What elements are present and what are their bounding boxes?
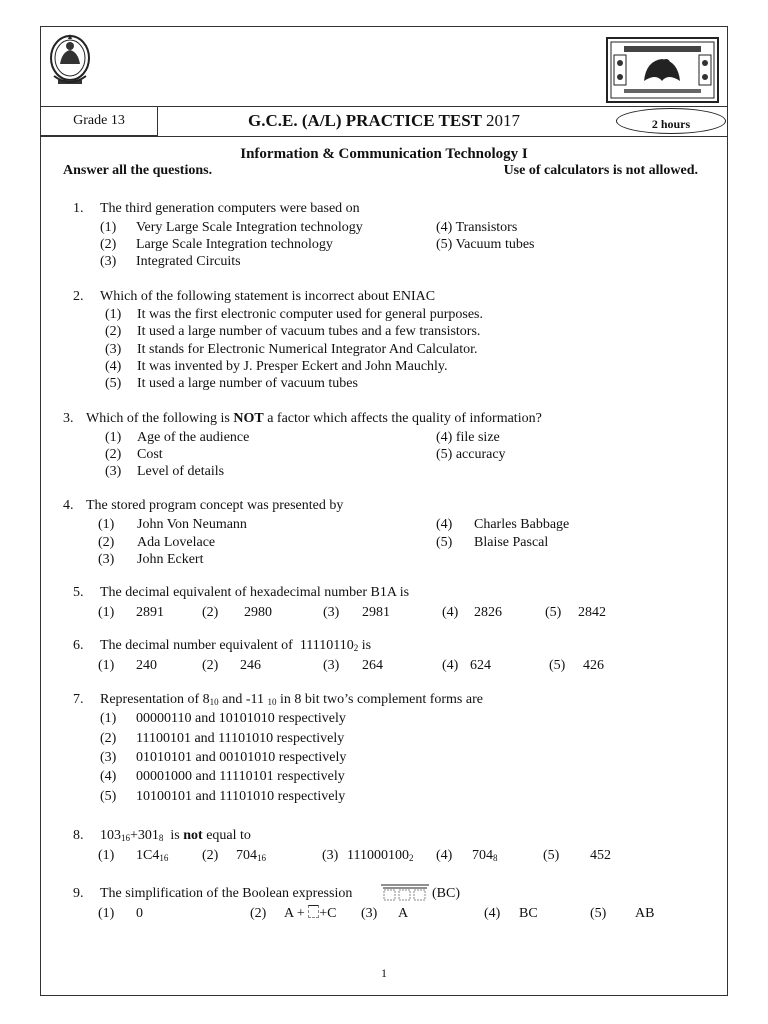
q9-number: 9. <box>73 886 84 901</box>
q7-opt1-text: 00000110 and 10101010 respectively <box>136 711 346 726</box>
q7-opt1-num: (1) <box>100 711 117 726</box>
q5-text: The decimal equivalent of hexadecimal number B1A is <box>100 585 410 600</box>
boolean-expression-glyphs <box>381 884 429 902</box>
q6-number: 6. <box>73 638 84 653</box>
title-main: G.C.E. (A/L) PRACTICE TEST <box>248 111 482 130</box>
q9-opt1-text: 0 <box>136 906 143 921</box>
q5-opt5-num: (5) <box>545 605 562 620</box>
q4-opt3-num: (3) <box>98 552 115 567</box>
instruction-calculators: Use of calculators is not allowed. <box>503 163 698 178</box>
instruction-answer-all: Answer all the questions. <box>63 163 213 178</box>
q7-text: Representation of $8_{10}$ and -11 $_{10}$ in 8 bit two’s complement forms are <box>100 692 483 707</box>
q2-opt4-num: (4) <box>105 359 122 374</box>
q1-opt2-num: (2) <box>100 237 117 252</box>
q5-opt4-num: (4) <box>442 605 459 620</box>
q5-opt2-num: (2) <box>202 605 219 620</box>
q6-opt3-num: (3) <box>323 658 340 673</box>
q9-opt3-text: A <box>398 906 409 921</box>
grade-label: Grade 13 <box>73 113 125 128</box>
q4-number: 4. <box>63 498 74 513</box>
q7-opt5-num: (5) <box>100 789 117 804</box>
q1-opt5: (5) Vacuum tubes <box>436 237 535 252</box>
missing-glyph-box <box>308 905 319 918</box>
q2-opt3-num: (3) <box>105 342 122 357</box>
duration-label: 2 hours <box>651 117 691 131</box>
q7-opt4-text: 00001000 and 11110101 respectively <box>136 769 345 784</box>
q8-opt2-text: $704_{16}$ <box>236 848 266 863</box>
q5-opt1-text: 2891 <box>136 605 164 620</box>
q1-opt1-text: Very Large Scale Integration technology <box>136 220 363 235</box>
q2-opt2-num: (2) <box>105 324 122 339</box>
q4-opt2-num: (2) <box>98 535 115 550</box>
q2-opt2-text: It used a large number of vacuum tubes and a few transistors. <box>137 324 481 339</box>
q9-opt2-num: (2) <box>250 906 267 921</box>
q7-opt4-num: (4) <box>100 769 117 784</box>
q1-text: The third generation computers were based on <box>100 201 360 216</box>
q6-opt1-text: 240 <box>136 658 157 673</box>
q6-opt4-num: (4) <box>442 658 459 673</box>
duration-badge <box>616 108 726 134</box>
q4-opt1-num: (1) <box>98 517 115 532</box>
q9-opt1-num: (1) <box>98 906 115 921</box>
q6-opt3-text: 264 <box>362 658 383 673</box>
q6-text: The decimal number equivalent of $11110110_2$ is <box>100 638 372 653</box>
q8-opt1-text: $1C4_{16}$ <box>136 848 169 863</box>
q7-opt2-text: 11100101 and 11101010 respectively <box>136 731 345 746</box>
q7-opt3-num: (3) <box>100 750 117 765</box>
q6-opt2-text: 246 <box>240 658 261 673</box>
q2-opt1-num: (1) <box>105 307 122 322</box>
q9-opt4-text: BC <box>519 906 538 921</box>
q1-opt2-text: Large Scale Integration technology <box>136 237 333 252</box>
page-number: 1 <box>381 966 387 980</box>
q3-number: 3. <box>63 411 74 426</box>
q4-opt3-text: John Eckert <box>137 552 204 567</box>
q3-text: Which of the following is NOT a factor which affects the quality of information? <box>86 411 542 426</box>
q6-opt4-text: 624 <box>470 658 491 673</box>
q9-opt5-text: AB <box>635 906 655 921</box>
q3-opt3-num: (3) <box>105 464 122 479</box>
q4-opt2-text: Ada Lovelace <box>137 535 216 550</box>
q3-opt3-text: Level of details <box>137 464 225 479</box>
q1-opt1-num: (1) <box>100 220 117 235</box>
q7-number: 7. <box>73 692 84 707</box>
q8-opt4-num: (4) <box>436 848 453 863</box>
q8-opt5-num: (5) <box>543 848 560 863</box>
q9-opt4-num: (4) <box>484 906 501 921</box>
q6-opt1-num: (1) <box>98 658 115 673</box>
q2-opt1-text: It was the first electronic computer used for general purposes. <box>137 307 483 322</box>
q3-opt5: (5) accuracy <box>436 447 506 462</box>
q3-opt1-text: Age of the audience <box>137 430 250 445</box>
q7-opt3-text: 01010101 and 00101010 respectively <box>136 750 347 765</box>
header-divider-bottom <box>40 136 728 137</box>
q9-opt2-text: A + +C <box>284 906 337 921</box>
q5-opt4-text: 2826 <box>474 605 502 620</box>
q5-opt3-text: 2981 <box>362 605 390 620</box>
q2-opt4-text: It was invented by J. Presper Eckert and John Mauchly. <box>137 359 448 374</box>
q6-opt5-text: 426 <box>583 658 604 673</box>
q6-opt5-num: (5) <box>549 658 566 673</box>
q8-opt3-num: (3) <box>322 848 339 863</box>
title-year: 2017 <box>485 111 520 130</box>
state-emblem-logo <box>48 30 92 92</box>
subject-title: Information & Communication Technology I <box>240 146 528 162</box>
q5-opt1-num: (1) <box>98 605 115 620</box>
q1-opt3-num: (3) <box>100 254 117 269</box>
q4-opt5-num: (5) <box>436 535 453 550</box>
q4-text: The stored program concept was presented by <box>86 498 344 513</box>
q5-opt5-text: 2842 <box>578 605 606 620</box>
q4-opt4-num: (4) <box>436 517 453 532</box>
q5-opt2-text: 2980 <box>244 605 272 620</box>
q4-opt1-text: John Von Neumann <box>137 517 247 532</box>
q8-text: $103_{16}+301_8$ is not equal to <box>100 828 251 843</box>
q9-text: The simplification of the Boolean expression <box>100 886 353 901</box>
q6-opt2-num: (2) <box>202 658 219 673</box>
q5-opt3-num: (3) <box>323 605 340 620</box>
q7-opt5-text: 10100101 and 11101010 respectively <box>136 789 346 804</box>
q3-opt1-num: (1) <box>105 430 122 445</box>
q1-opt4: (4) Transistors <box>436 220 518 235</box>
q2-opt5-num: (5) <box>105 376 122 391</box>
q1-number: 1. <box>73 201 84 216</box>
q4-opt5-text: Blaise Pascal <box>474 535 549 550</box>
q8-opt4-text: $704_8$ <box>472 848 498 863</box>
q8-number: 8. <box>73 828 84 843</box>
q9-opt3-num: (3) <box>361 906 378 921</box>
q2-opt3-text: It stands for Electronic Numerical Integrator And Calculator. <box>137 342 478 357</box>
q5-number: 5. <box>73 585 84 600</box>
q8-opt3-text: $111000100_2$ <box>347 848 414 863</box>
q9-expr-tail: (BC) <box>432 886 460 901</box>
q3-opt2-text: Cost <box>137 447 163 462</box>
q4-opt4-text: Charles Babbage <box>474 517 570 532</box>
q8-opt5-text: 452 <box>590 848 611 863</box>
q9-opt5-num: (5) <box>590 906 607 921</box>
q8-opt1-num: (1) <box>98 848 115 863</box>
q8-opt2-num: (2) <box>202 848 219 863</box>
q1-opt3-text: Integrated Circuits <box>136 254 241 269</box>
q2-opt5-text: It used a large number of vacuum tubes <box>137 376 358 391</box>
q2-text: Which of the following statement is incorrect about ENIAC <box>100 289 436 304</box>
q3-opt2-num: (2) <box>105 447 122 462</box>
q7-opt2-num: (2) <box>100 731 117 746</box>
q3-opt4: (4) file size <box>436 430 500 445</box>
q2-number: 2. <box>73 289 84 304</box>
provincial-seal-logo <box>606 37 719 103</box>
